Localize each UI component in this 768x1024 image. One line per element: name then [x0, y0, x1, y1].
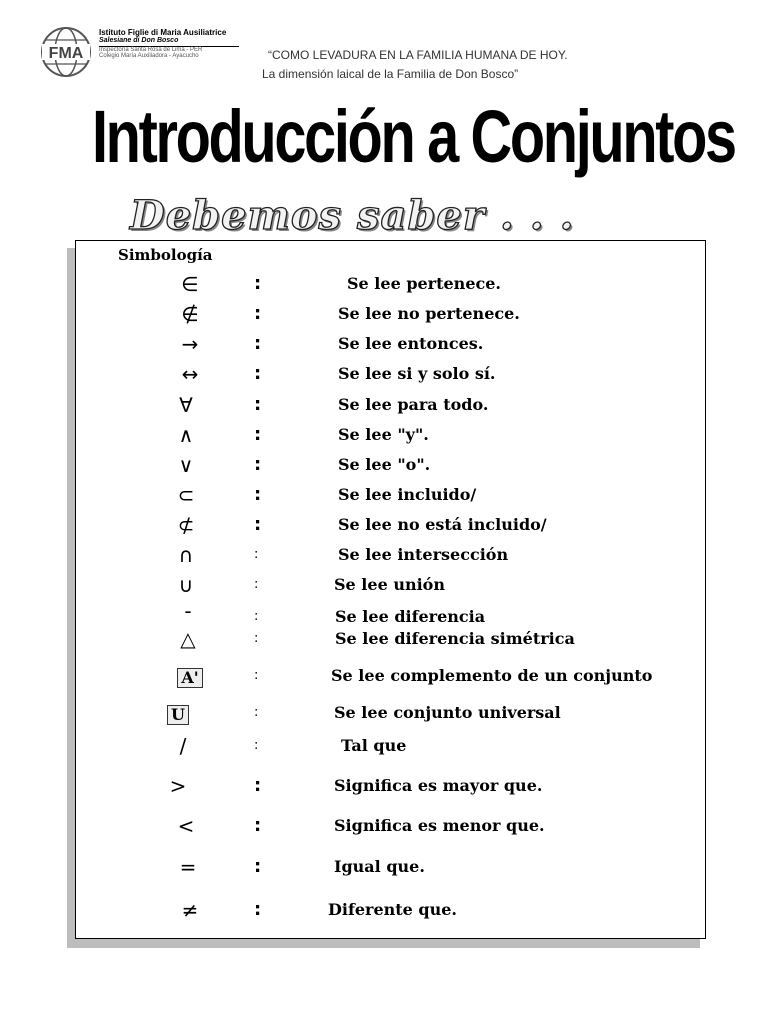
symbol-row-for-all	[0, 392, 768, 418]
institution-sub: Salesiane di Don Bosco	[99, 37, 239, 46]
header-quote	[262, 46, 568, 84]
less-than-symbol: <	[177, 814, 195, 838]
not-subset-colon: :	[254, 514, 262, 535]
such-that-colon: :	[254, 738, 259, 753]
iff-symbol: ↔	[181, 362, 199, 386]
page-subtitle: Debemos saber . . .	[130, 192, 575, 239]
difference-description: Se lee diferencia	[335, 607, 486, 626]
page-title: Introducción a Conjuntos	[91, 95, 735, 178]
union-description: Se lee unión	[334, 575, 445, 594]
not-element-of-symbol: ∉	[181, 302, 199, 326]
symbol-row-equals	[0, 854, 768, 880]
not-equals-description: Diferente que.	[328, 900, 457, 919]
subset-symbol: ⊂	[177, 483, 195, 507]
or-colon: :	[254, 454, 262, 475]
difference-symbol: -	[184, 599, 192, 623]
complement-colon: :	[254, 668, 259, 683]
symbol-row-intersection	[0, 542, 768, 568]
for-all-symbol: ∀	[179, 393, 193, 417]
symbol-row-subset	[0, 482, 768, 508]
symbol-row-union	[0, 572, 768, 598]
and-colon: :	[254, 424, 262, 445]
implies-symbol: →	[181, 332, 199, 356]
complement-symbol-box: A'	[177, 668, 202, 688]
logo-text: FMA	[48, 45, 84, 62]
intersection-colon: :	[254, 547, 259, 562]
or-symbol: ∨	[178, 453, 194, 477]
greater-than-symbol: >	[169, 774, 187, 798]
and-description: Se lee "y".	[338, 425, 429, 444]
union-symbol: ∪	[178, 573, 194, 597]
quote-line2: La dimensión laical de la Familia de Don Bosco”	[262, 67, 519, 81]
complement-description: Se lee complemento de un conjunto	[331, 666, 653, 685]
symbol-row-not-equals	[0, 897, 768, 923]
symbol-row-not-element-of	[0, 301, 768, 327]
universal-set-description: Se lee conjunto universal	[334, 703, 561, 722]
universal-set-symbol	[148, 700, 208, 726]
universal-set-symbol-box: U	[167, 705, 189, 725]
institution-line4: Colegio María Auxiliadora - Ayacucho	[99, 53, 199, 60]
institution-block	[99, 29, 239, 59]
symbol-row-symmetric-difference	[0, 626, 768, 652]
symmetric-difference-description: Se lee diferencia simétrica	[335, 629, 575, 648]
not-equals-colon: :	[254, 899, 262, 920]
symbol-row-or	[0, 452, 768, 478]
greater-than-description: Significa es mayor que.	[334, 776, 543, 795]
subset-description: Se lee incluido/	[338, 485, 477, 504]
institution-line3: Inspectoría Santa Rosa de Lima - PER	[99, 46, 203, 53]
less-than-colon: :	[254, 815, 262, 836]
symbol-row-greater-than	[0, 773, 768, 799]
intersection-symbol: ∩	[178, 543, 194, 567]
not-subset-symbol: ⊄	[177, 513, 195, 537]
implies-description: Se lee entonces.	[338, 334, 484, 353]
for-all-description: Se lee para todo.	[338, 395, 489, 414]
symbol-row-element-of	[0, 271, 768, 297]
greater-than-colon: :	[254, 775, 262, 796]
complement-symbol	[160, 663, 220, 689]
symmetric-difference-symbol: △	[180, 627, 196, 651]
union-colon: :	[254, 577, 259, 592]
not-element-of-description: Se lee no pertenece.	[338, 304, 520, 323]
quote-line1: “COMO LEVADURA EN LA FAMILIA HUMANA DE HOY.	[268, 48, 568, 62]
not-equals-symbol: ≠	[181, 898, 199, 922]
symbol-row-less-than	[0, 813, 768, 839]
section-title: Simbología	[118, 246, 213, 264]
element-of-symbol: ∈	[181, 272, 199, 296]
not-element-of-colon: :	[254, 303, 262, 324]
symbol-row-implies	[0, 331, 768, 357]
equals-colon: :	[254, 856, 262, 877]
for-all-colon: :	[254, 394, 262, 415]
less-than-description: Significa es menor que.	[334, 816, 545, 835]
institution-name: Istituto Figlie di Maria Ausiliatrice	[99, 28, 227, 37]
universal-set-colon: :	[254, 705, 259, 720]
not-subset-description: Se lee no está incluido/	[338, 515, 547, 534]
iff-colon: :	[254, 363, 262, 384]
such-that-description: Tal que	[341, 736, 407, 755]
element-of-colon: :	[254, 273, 262, 294]
iff-description: Se lee si y solo sí.	[338, 364, 496, 383]
symbol-row-such-that	[0, 733, 768, 759]
subset-colon: :	[254, 484, 262, 505]
difference-colon: :	[254, 609, 259, 624]
symbol-row-complement	[0, 663, 768, 689]
symbol-row-and	[0, 422, 768, 448]
implies-colon: :	[254, 333, 262, 354]
intersection-description: Se lee intersección	[338, 545, 509, 564]
element-of-description: Se lee pertenece.	[347, 274, 501, 293]
symmetric-difference-colon: :	[254, 631, 259, 646]
fma-logo	[38, 26, 94, 78]
symbol-row-iff	[0, 361, 768, 387]
symbol-row-not-subset	[0, 512, 768, 538]
and-symbol: ∧	[178, 423, 194, 447]
equals-symbol: =	[179, 855, 197, 879]
or-description: Se lee "o".	[338, 455, 431, 474]
equals-description: Igual que.	[334, 857, 425, 876]
symbol-row-universal-set	[0, 700, 768, 726]
such-that-symbol: /	[179, 734, 187, 758]
